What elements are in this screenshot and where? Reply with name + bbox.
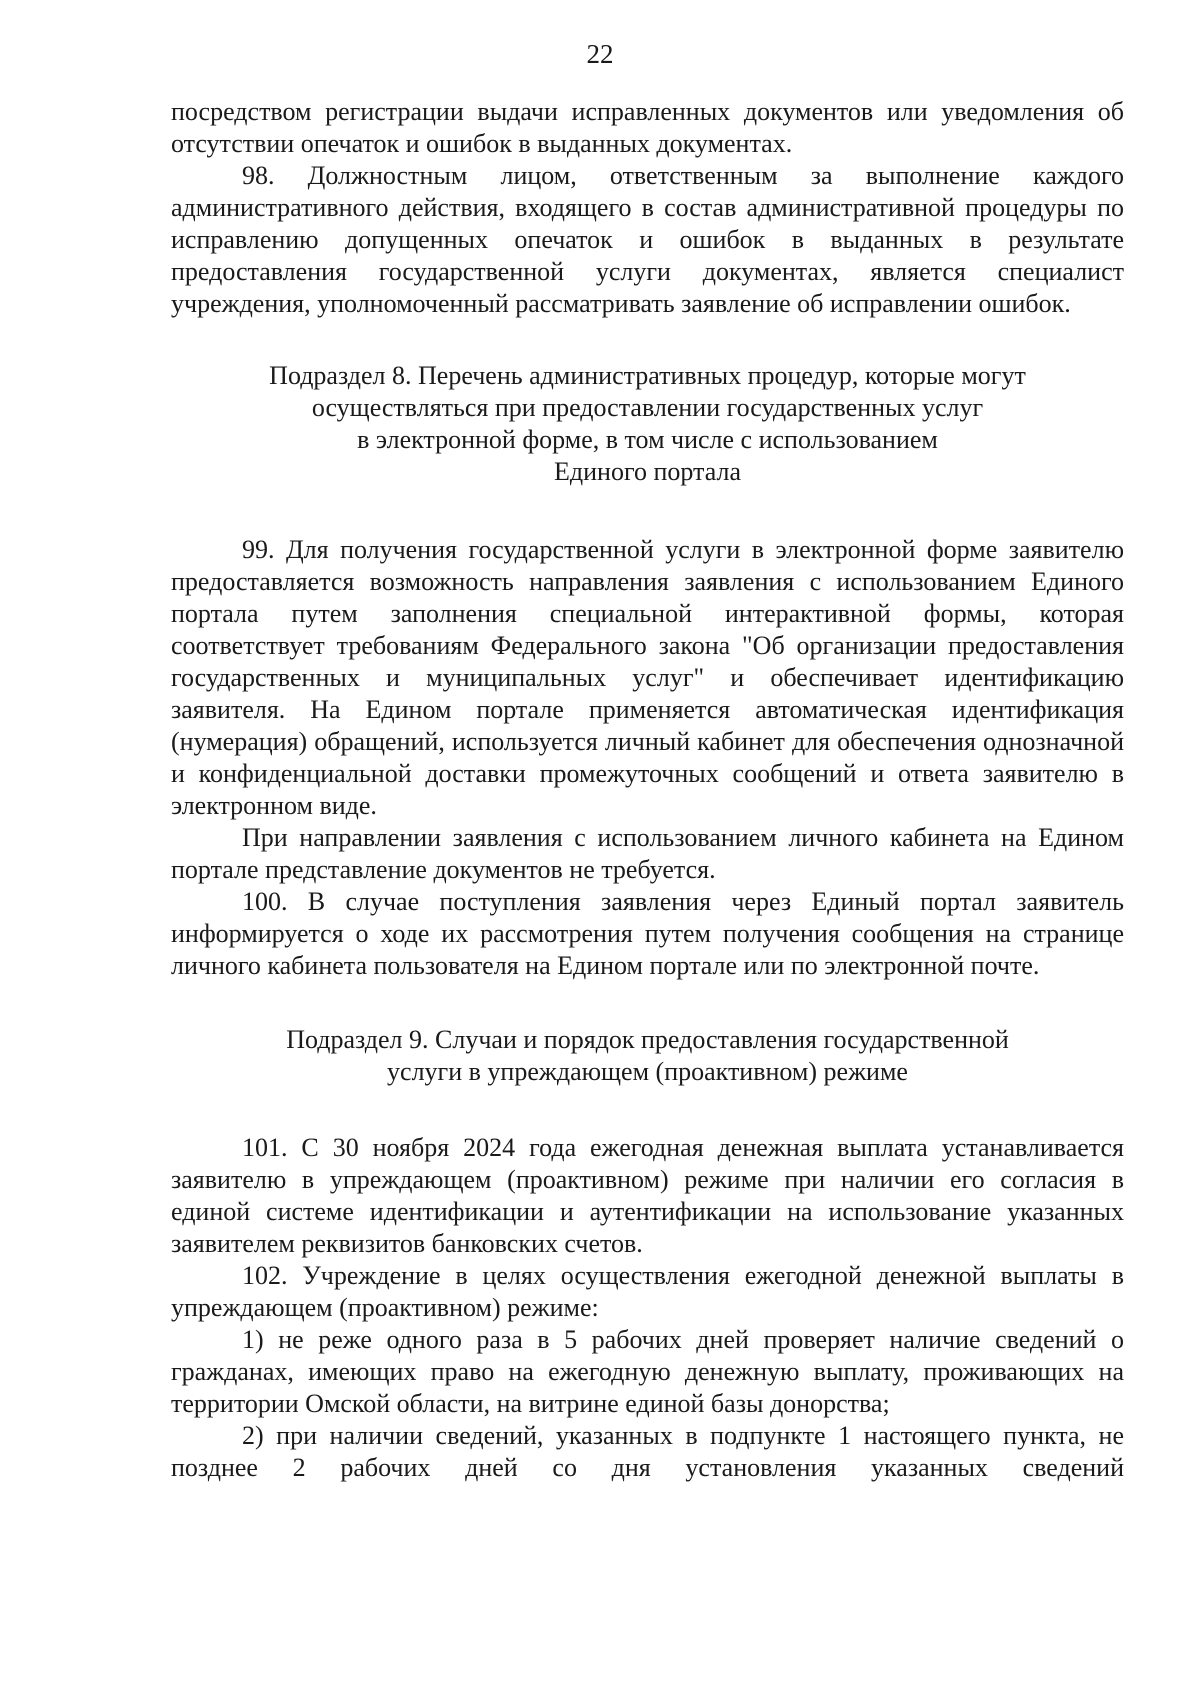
heading-line: Подраздел 8. Перечень административных процедур, которые могут [269,361,1026,390]
heading-line: осуществляться при предоставлении государственных услуг [311,393,984,422]
paragraph-102: 102. Учреждение в целях осуществления ежегодной денежной выплаты в упреждающем (проактивном) режиме: [171,1261,1124,1322]
paragraph-102-item-2: 2) при наличии сведений, указанных в подпункте 1 настоящего пункта, не позднее 2 рабочих дней со дня установления указанных сведений [171,1421,1124,1482]
paragraph-continuation: посредством регистрации выдачи исправленных документов или уведомления об отсутствии опечаток и ошибок в выданных документах. [171,97,1124,158]
subsection-9-heading [171,1024,1124,1088]
paragraph-98: 98. Должностным лицом, ответственным за выполнение каждого административного действия, входящего в состав административной процедуры по исправлению допущенных опечаток и ошибок в выданных в результате предоставления государственной услуги документах, является специалист учреждения, уполномоченный рассматривать заявление об исправлении ошибок. [171,161,1124,318]
spacer [171,488,1124,534]
subsection-8-heading [171,360,1124,488]
paragraph-100: 100. В случае поступления заявления через Единый портал заявитель информируется о ходе их рассмотрения путем получения сообщения на странице личного кабинета пользователя на Едином портале или по электронной почте. [171,887,1124,980]
paragraph-99: 99. Для получения государственной услуги в электронной форме заявителю предоставляется возможность направления заявления с использованием Единого портала путем заполнения специальной интерактивной формы, которая соответствует требованиям Федерального закона "Об организации предоставления государственных и муниципальных услуг" и обеспечивает идентификацию заявителя. На Едином портале применяется автоматическая идентификация (нумерация) обращений, используется личный кабинет для обеспечения однозначной и конфиденциальной доставки промежуточных сообщений и ответа заявителю в электронном виде. [171,535,1124,820]
heading-line: услуги в упреждающем (проактивном) режиме [387,1057,908,1086]
spacer [171,320,1124,360]
heading-line: Единого портала [554,457,741,486]
document-body [171,96,1124,1484]
paragraph-99-continued: При направлении заявления с использованием личного кабинета на Едином портале представление документов не требуется. [171,823,1124,884]
heading-line: Подраздел 9. Случаи и порядок предоставления государственной [286,1025,1009,1054]
page-number: 22 [586,39,614,69]
paragraph-101: 101. С 30 ноября 2024 года ежегодная денежная выплата устанавливается заявителю в упреждающем (проактивном) режиме при наличии его согласия в единой системе идентификации и аутентификации на использование указанных заявителем реквизитов банковских счетов. [171,1133,1124,1258]
spacer [171,1088,1124,1132]
paragraph-102-item-1: 1) не реже одного раза в 5 рабочих дней проверяет наличие сведений о гражданах, имеющих право на ежегодную денежную выплату, проживающих на территории Омской области, на витрине единой базы донорства; [171,1325,1124,1418]
spacer [171,982,1124,1024]
heading-line: в электронной форме, в том числе с использованием [357,425,938,454]
